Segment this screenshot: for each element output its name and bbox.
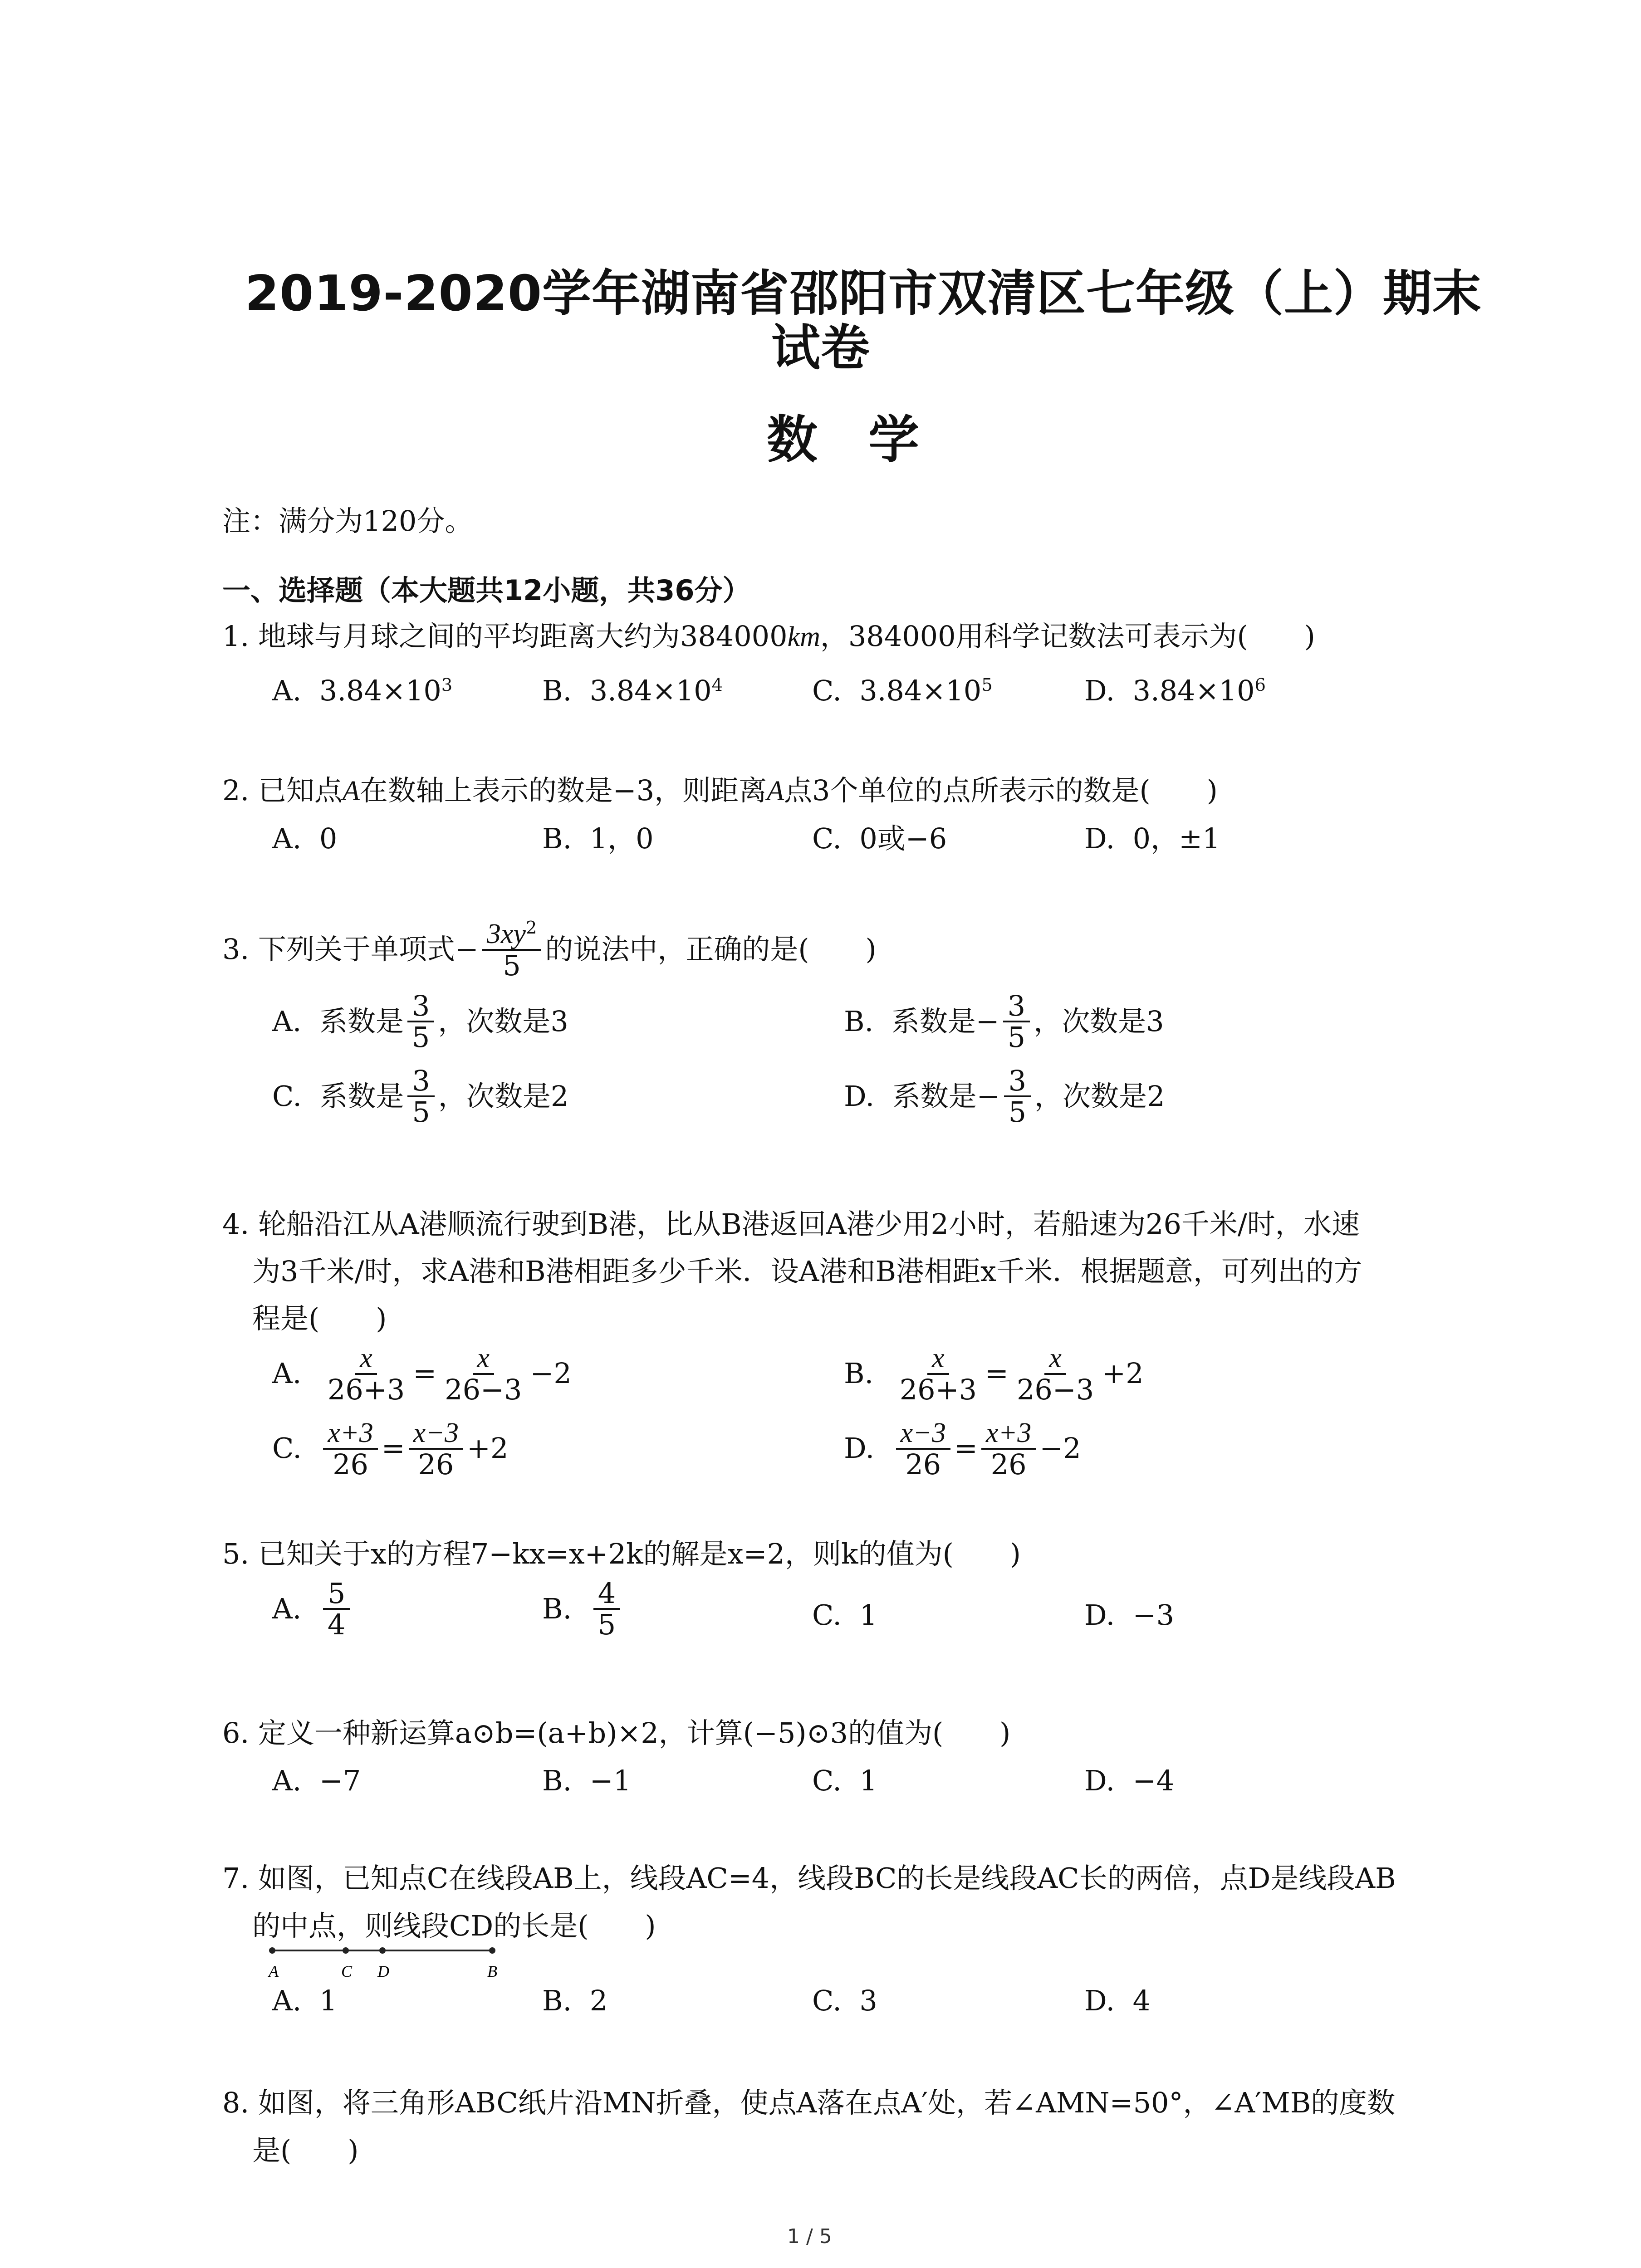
option-d[interactable]: D. $3.84\times 10^6$	[1084, 674, 1266, 707]
option-c[interactable]: C. $3.84\times 10^5$	[812, 674, 993, 707]
score-note: 注：满分为120分。	[222, 504, 473, 538]
option-c[interactable]: C. 0或−6	[812, 822, 947, 855]
question-text: 地球与月球之间的平均距离大约为384000	[258, 620, 788, 653]
question-8-line1: 8. 如图，将三角形ABC纸片沿MN折叠，使点A落在点A′处，若∠AMN=50°，∠A′MB的度数	[222, 2086, 1396, 2119]
option-b[interactable]: B. $3.84\times 10^4$	[542, 674, 723, 707]
option-c[interactable]: C. 1	[812, 1598, 877, 1632]
question-8-line2: 是( )	[252, 2134, 359, 2167]
question-2-stem: 2. 已知点A在数轴上表示的数是−3，则距离A点3个单位的点所表示的数是( )	[222, 774, 1218, 807]
option-c[interactable]: C. 系数是 $\frac{3}{5}$ ，次数是2	[272, 1064, 569, 1129]
option-c[interactable]: C. 3	[812, 1984, 877, 2017]
option-c[interactable]: C. 1	[812, 1764, 877, 1797]
option-a[interactable]: A. $\frac{5}{4}$	[272, 1579, 353, 1639]
point-c	[343, 1947, 349, 1954]
question-7-line1: 7. 如图，已知点C在线段AB上，线段AC=4，线段BC的长是线段AC长的两倍，点D是线段AB	[222, 1862, 1396, 1895]
question-4-line1: 4. 轮船沿江从A港顺流行驶到B港，比从B港返回A港少用2小时，若船速为26千米/时，水速	[222, 1207, 1360, 1241]
option-b[interactable]: B. 1，0	[542, 822, 654, 855]
option-b[interactable]: B. $\frac{4}{5}$	[542, 1579, 624, 1639]
question-4-line2: 为3千米/时，求A港和B港相距多少千米．设A港和B港相距x千米．根据题意，可列出的方	[252, 1255, 1362, 1288]
label-d: D	[377, 1962, 389, 1980]
option-d[interactable]: D. $\frac{x-3}{26}$ = $\frac{x+3}{26}$ −2	[844, 1418, 1081, 1481]
unit: km	[787, 621, 820, 652]
option-a[interactable]: A. 系数是 $\frac{3}{5}$ ，次数是3	[272, 989, 568, 1054]
option-d[interactable]: D. −3	[1084, 1598, 1175, 1632]
point-b	[489, 1947, 495, 1954]
page-number: 1 / 5	[787, 2225, 832, 2248]
question-5-stem: 5. 已知关于x的方程7−kx=x+2k的解是x=2，则k的值为( )	[222, 1537, 1021, 1570]
monomial-fraction: $\frac{3xy^2}{5}$	[482, 919, 542, 980]
label-a: A	[269, 1962, 279, 1980]
option-b[interactable]: B. −1	[542, 1764, 632, 1797]
option-b[interactable]: B. $\frac{x}{26+3}$ = $\frac{x}{26-3}$ +2	[844, 1343, 1144, 1407]
exam-title-line1: 2019-2020学年湖南省邵阳市双清区七年级（上）期末	[245, 265, 1482, 322]
option-d[interactable]: D. −4	[1084, 1764, 1175, 1797]
label-b: B	[487, 1962, 497, 1980]
question-text: ，384000用科学记数法可表示为( )	[820, 620, 1315, 653]
option-d[interactable]: D. 系数是− $\frac{3}{5}$ ，次数是2	[844, 1064, 1165, 1129]
option-a[interactable]: A. −7	[272, 1764, 361, 1797]
segment-figure	[263, 1937, 517, 1987]
question-7-line2: 的中点，则线段CD的长是( )	[252, 1909, 656, 1942]
question-6-stem: 6. 定义一种新运算a⊙b=(a+b)×2，计算(−5)⊙3的值为( )	[222, 1716, 1011, 1750]
point-d	[379, 1947, 386, 1954]
section-heading: 一、选择题（本大题共12小题，共36分）	[222, 574, 751, 607]
option-d[interactable]: D. 4	[1084, 1984, 1151, 2017]
question-number: 1.	[222, 620, 250, 653]
option-a[interactable]: A. $3.84\times 10^3$	[272, 674, 453, 707]
option-a[interactable]: A. $\frac{x}{26+3}$ = $\frac{x}{26-3}$ −2	[272, 1343, 572, 1407]
label-c: C	[341, 1962, 353, 1980]
option-a[interactable]: A. 0	[272, 822, 338, 855]
subject-title: 数 学	[767, 411, 919, 469]
option-d[interactable]: D. 0，±1	[1084, 822, 1220, 855]
question-1-stem	[222, 622, 1315, 651]
point-a	[269, 1947, 275, 1954]
exam-title-line2: 试卷	[771, 320, 871, 376]
option-b[interactable]: B. 系数是− $\frac{3}{5}$ ，次数是3	[844, 989, 1164, 1054]
option-c[interactable]: C. $\frac{x+3}{26}$ = $\frac{x-3}{26}$ +2	[272, 1418, 509, 1481]
question-3-stem: 3. 下列关于单项式− $\frac{3xy^2}{5}$ 的说法中，正确的是( )	[222, 917, 877, 982]
option-a[interactable]: A. 1	[272, 1984, 338, 2017]
option-b[interactable]: B. 2	[542, 1984, 608, 2017]
question-4-line3: 程是( )	[252, 1302, 387, 1335]
